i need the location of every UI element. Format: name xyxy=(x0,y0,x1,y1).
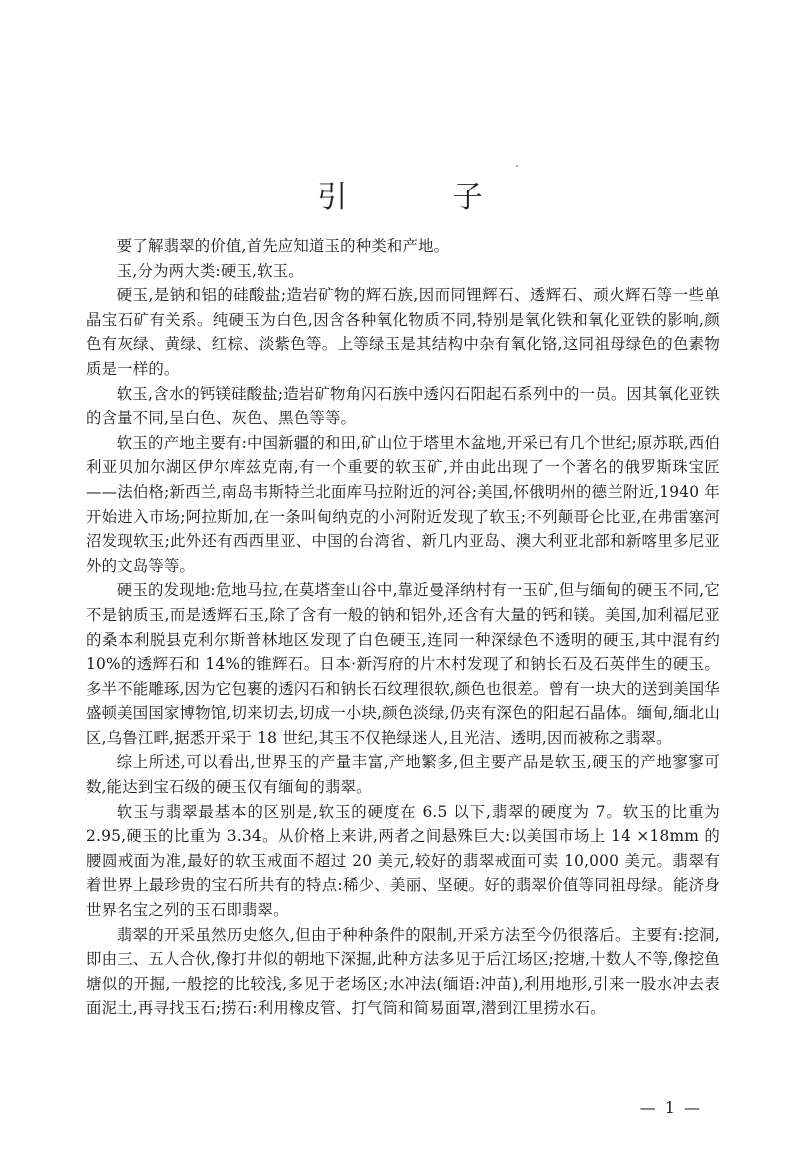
paragraph: 综上所述,可以看出,世界玉的产量丰富,产地繁多,但主要产品是软玉,硬玉的产地寥寥可数,能达到宝石级的硬玉仅有缅甸的翡翠。 xyxy=(86,753,720,797)
paragraph: 软玉与翡翠最基本的区别是,软玉的硬度在 6.5 以下,翡翠的硬度为 7。软玉的比重为 2.95,硬玉的比重为 3.34。从价格上来讲,两者之间悬殊巨大:以美国市场上 14 ×18mm 的腰圆戒面为准,最好的软玉戒面不超过 20 美元,较好的翡翠戒面可卖 10,000 美元。翡翠有着世界上最珍贵的宝石所共有的特点:稀少、美丽、坚硬。好的翡翠价值等同祖母绿。能济身世界名宝之列的玉石即翡翠。 xyxy=(86,802,720,920)
body-text xyxy=(86,234,720,1021)
paragraph: 要了解翡翠的价值,首先应知道玉的种类和产地。 xyxy=(116,237,450,255)
chapter-title: 引 子 xyxy=(317,180,531,215)
paragraph: 硬玉的发现地:危地马拉,在莫塔奎山谷中,靠近曼泽纳村有一玉矿,但与缅甸的硬玉不同,它不是钠质玉,而是透辉石玉,除了含有一般的钠和铝外,还含有大量的钙和镁。美国,加利福尼亚的桑本利脱县克利尔斯普林地区发现了白色硬玉,连同一种深绿色不透明的硬玉,其中混有约 10%的透辉石和 14%的锥辉石。日本·新泻府的片木村发现了和钠长石及石英伴生的硬玉。多半不能雕琢,因为它包裹的透闪石和钠长石纹理很软,颜色也很差。曾有一块大的送到美国华盛顿美国国家博物馆,切来切去,切成一小块,颜色淡绿,仍夹有深色的阳起石晶体。缅甸,缅北山区,乌鲁江畔,据悉开采于 18 世纪,其玉不仅艳绿迷人,且光洁、透明,因而被称之翡翠。 xyxy=(86,581,720,747)
page-number: — 1 — xyxy=(639,1098,702,1117)
paragraph: 软玉,含水的钙镁硅酸盐;造岩矿物角闪石族中透闪石阳起石系列中的一员。因其氧化亚铁的含量不同,呈白色、灰色、黑色等等。 xyxy=(86,384,720,428)
paragraph: 硬玉,是钠和铝的硅酸盐;造岩矿物的辉石族,因而同锂辉石、透辉石、顽火辉石等一些单晶宝石矿有关系。纯硬玉为白色,因含各种氧化物质不同,特别是氧化铁和氧化亚铁的影响,颜色有灰绿、黄绿、红棕、淡紫色等。上等绿玉是其结构中杂有氧化铬,这同祖母绿色的色素物质是一样的。 xyxy=(86,286,720,378)
paragraph: 软玉的产地主要有:中国新疆的和田,矿山位于塔里木盆地,开采已有几个世纪;原苏联,西伯利亚贝加尔湖区伊尔库兹克南,有一个重要的软玉矿,并由此出现了一个著名的俄罗斯珠宝匠——法伯格;新西兰,南岛韦斯特兰北面库马拉附近的河谷;美国,怀俄明州的德兰附近,1940 年开始进入市场;阿拉斯加,在一条叫甸纳克的小河附近发现了软玉;不列颠哥仑比亚,在弗雷塞河沼发现软玉;此外还有西西里亚、中国的台湾省、新几内亚岛、澳大利亚北部和新喀里多尼亚外的文岛等等。 xyxy=(86,433,720,575)
paragraph: 翡翠的开采虽然历史悠久,但由于种种条件的限制,开采方法至今仍很落后。主要有:挖洞,即由三、五人合伙,像打井似的朝地下深掘,此种方法多见于后江场区;挖塘,十数人不等,像挖鱼塘似的开掘,一般挖的比较浅,多见于老场区;水冲法(缅语:冲苗),利用地形,引来一股水冲去表面泥土,再寻找玉石;捞石:利用橡皮管、打气筒和简易面罩,潜到江里捞水石。 xyxy=(86,925,720,1018)
scan-speck xyxy=(516,165,518,167)
paragraph: 玉,分为两大类:硬玉,软玉。 xyxy=(116,261,304,280)
